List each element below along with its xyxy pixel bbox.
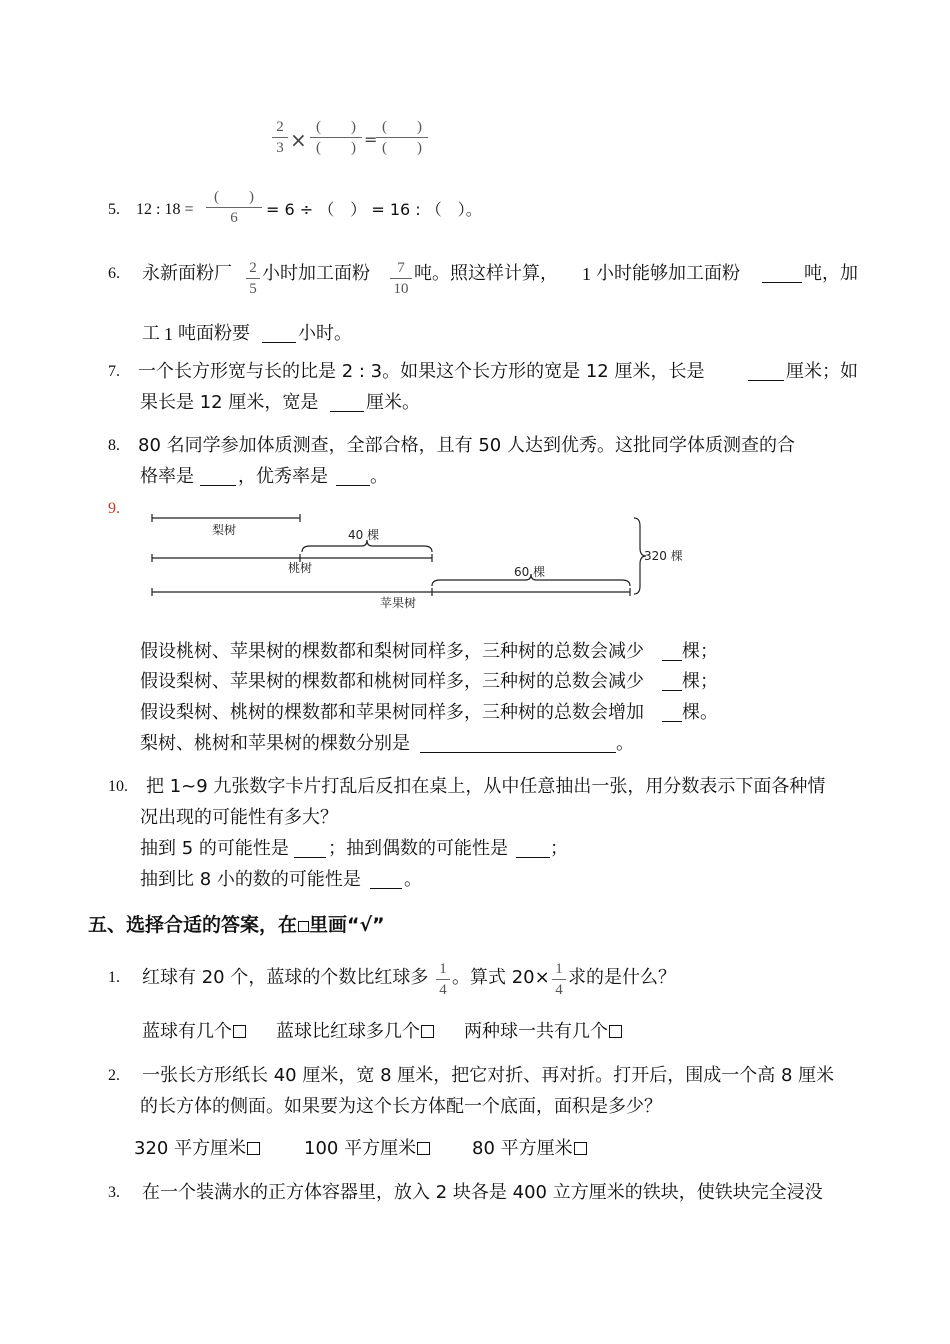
diff40-label: 40 棵: [348, 528, 380, 542]
q9-s4-b: 。: [616, 733, 634, 754]
q10-number: 10.: [108, 778, 128, 795]
q4-frac-right: ( ) ( ): [376, 118, 428, 157]
q7-number: 7.: [108, 363, 120, 380]
diff60-label: 60 棵: [514, 565, 546, 579]
q10-blank-3[interactable]: [370, 870, 402, 889]
q4-frac-left: 2 3: [272, 118, 288, 157]
q7-blank-1[interactable]: [748, 362, 784, 381]
q6-num1: 1: [582, 264, 591, 284]
q6-number: 6.: [108, 265, 120, 282]
q10-line1: 把 1~9 九张数字卡片打乱后反扣在桌上，从中任意抽出一张，用分数表示下面各种情: [146, 776, 826, 797]
checkbox-icon[interactable]: [574, 1142, 587, 1155]
s5q1-text2: 。算式 20×: [452, 967, 550, 988]
total-label: 320 棵: [644, 549, 683, 563]
q8-blank-2[interactable]: [336, 467, 370, 486]
q8-number: 8.: [108, 437, 120, 454]
title-box-icon: [298, 921, 309, 932]
checkbox-icon[interactable]: [417, 1142, 430, 1155]
q9-s4-a: 梨树、桃树和苹果树的棵数分别是: [140, 733, 410, 754]
q6-text1: 永新面粉厂: [142, 263, 232, 284]
q10-blank-2[interactable]: [516, 839, 550, 858]
q8-line1: 80 名同学参加体质测查，全部合格，且有 50 人达到优秀。这批同学体质测查的合: [138, 435, 795, 456]
q8-line2-a: 格率是: [140, 466, 194, 487]
q8-blank-1[interactable]: [200, 467, 236, 486]
q6-text2: 小时加工面粉: [262, 263, 370, 284]
pear-label: 梨树: [212, 523, 237, 537]
peach-label: 桃树: [288, 561, 313, 575]
q9-blank-3[interactable]: [662, 703, 682, 722]
q9-blank-1[interactable]: [662, 642, 682, 661]
s5q3-line1: 在一个装满水的正方体容器里，放入 2 块各是 400 立方厘米的铁块，使铁块完全浸没: [142, 1182, 823, 1203]
s5q2-option-2[interactable]: 100 平方厘米: [304, 1137, 430, 1161]
q10-line3-b: ；抽到偶数的可能性是: [328, 838, 508, 859]
q6-line2-a: 工: [142, 323, 160, 344]
q7-line2: 果长是 12 厘米，宽是: [140, 392, 319, 413]
checkbox-icon[interactable]: [247, 1142, 260, 1155]
q9-number: 9.: [108, 500, 120, 517]
s5q1-option-1[interactable]: 蓝球有几个: [142, 1020, 246, 1044]
q9-s2-b: 棵；: [682, 671, 718, 692]
q6-text4: 小时能够加工面粉: [596, 263, 740, 284]
q6-num2: 1: [164, 324, 173, 344]
q6-line2-c: 小时。: [298, 323, 352, 344]
q6-text5: 吨，加: [804, 263, 858, 284]
q6-line2-b: 吨面粉要: [178, 323, 250, 344]
q10-line3-c: ；: [550, 838, 568, 859]
q7-line2-end: 厘米。: [366, 392, 420, 413]
s5q2-number: 2.: [108, 1067, 120, 1084]
q4-equals: =: [364, 130, 378, 149]
q5-number: 5.: [108, 201, 120, 218]
s5q1-text1: 红球有 20 个，蓝球的个数比红球多: [142, 967, 429, 988]
q6-blank-2[interactable]: [262, 324, 296, 343]
q6-frac2: 7 10: [390, 259, 412, 298]
checkbox-icon[interactable]: [233, 1025, 246, 1038]
q4-frac-mid: ( ) ( ): [310, 118, 362, 157]
q10-line4-a: 抽到比 8 小的数的可能性是: [140, 869, 361, 890]
s5q1-frac-a: 1 4: [436, 960, 450, 999]
q9-s1-b: 棵；: [682, 641, 718, 662]
s5q1-number: 1.: [108, 969, 120, 986]
q5-rest: = 6 ÷ （ ） = 16 : （ ）。: [266, 200, 482, 219]
q5-frac: ( ) 6: [206, 188, 262, 227]
q9-blank-4[interactable]: [420, 734, 616, 753]
s5q3-number: 3.: [108, 1184, 120, 1201]
s5q2-line1: 一张长方形纸长 40 厘米，宽 8 厘米，把它对折、再对折。打开后，围成一个高 8 厘米: [142, 1065, 835, 1086]
s5q1-frac-b: 1 4: [552, 960, 566, 999]
q8-line2-c: 。: [370, 466, 388, 487]
tree-diagram: [140, 508, 700, 614]
q4-times: ×: [290, 128, 307, 152]
q7-blank-2[interactable]: [330, 393, 364, 412]
q7-line1: 一个长方形宽与长的比是 2 : 3。如果这个长方形的宽是 12 厘米，长是: [138, 361, 705, 382]
section-5-title: 五、选择合适的答案，在 里画“√”: [88, 914, 385, 936]
checkbox-icon[interactable]: [609, 1025, 622, 1038]
checkbox-icon[interactable]: [421, 1025, 434, 1038]
q6-text3: 吨。照这样计算，: [414, 263, 558, 284]
q9-s3-a: 假设梨树、桃树的棵数都和苹果树同样多，三种树的总数会增加: [140, 702, 644, 723]
q5-lhs: 12 : 18 =: [136, 201, 194, 218]
s5q1-option-2[interactable]: 蓝球比红球多几个: [276, 1020, 434, 1044]
q8-line2-b: ，优秀率是: [238, 466, 328, 487]
q10-blank-1[interactable]: [294, 839, 326, 858]
q7-line1-end: 厘米；如: [786, 361, 858, 382]
s5q2-option-3[interactable]: 80 平方厘米: [472, 1137, 587, 1161]
q6-frac1: 2 5: [246, 259, 260, 298]
q9-s1-a: 假设桃树、苹果树的棵数都和梨树同样多，三种树的总数会减少: [140, 641, 644, 662]
q10-line2: 况出现的可能性有多大？: [140, 807, 338, 828]
s5q1-text3: 求的是什么？: [568, 967, 676, 988]
q9-s2-a: 假设梨树、苹果树的棵数都和桃树同样多，三种树的总数会减少: [140, 671, 644, 692]
q9-blank-2[interactable]: [662, 672, 682, 691]
s5q2-line2: 的长方体的侧面。如果要为这个长方体配一个底面，面积是多少？: [140, 1096, 662, 1117]
q9-s3-b: 棵。: [682, 702, 718, 723]
s5q2-option-1[interactable]: 320 平方厘米: [134, 1137, 260, 1161]
q10-line4-b: 。: [404, 869, 422, 890]
s5q1-option-3[interactable]: 两种球一共有几个: [464, 1020, 622, 1044]
q6-blank-1[interactable]: [762, 264, 802, 283]
apple-label: 苹果树: [380, 596, 417, 610]
q10-line3-a: 抽到 5 的可能性是: [140, 838, 289, 859]
